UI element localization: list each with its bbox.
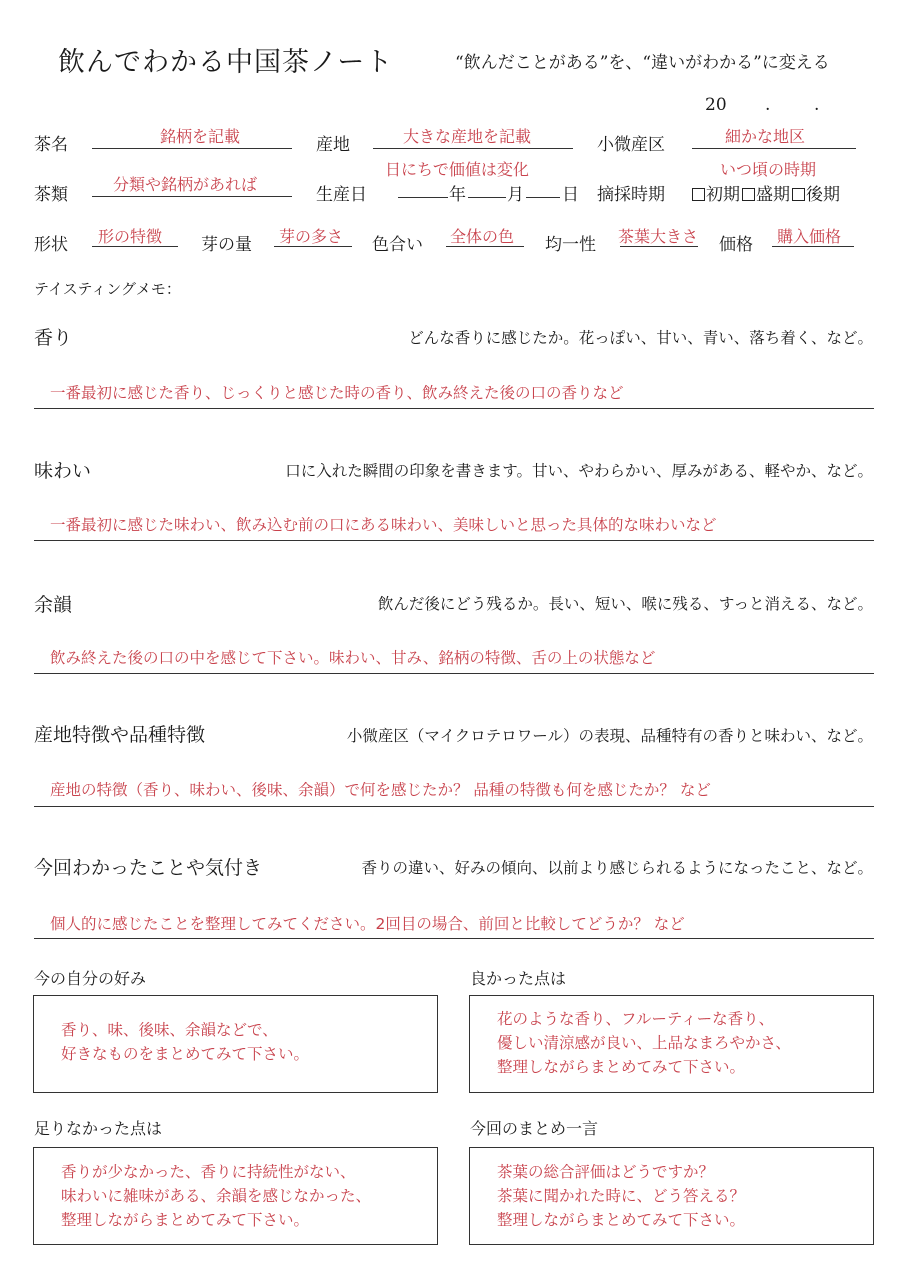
good-points-box[interactable] [469, 995, 874, 1093]
origin-hint: 大きな産地を記載 [403, 127, 532, 146]
harvest-peak-checkbox[interactable] [742, 188, 755, 201]
section-title: 産地特徴や品種特徴 [34, 724, 206, 746]
tea-type-hint: 分類や銘柄があれば [113, 175, 258, 194]
section-hint: 飲み終えた後の口の中を感じて下さい。味わい、甘み、銘柄の特徴、舌の上の状態など [50, 649, 656, 667]
uniformity-field[interactable] [620, 246, 698, 247]
harvest-late-label: 後期 [806, 185, 840, 205]
section-answer-line[interactable] [34, 673, 874, 674]
tea-name-hint: 銘柄を記載 [160, 127, 241, 146]
section-title: 味わい [34, 460, 92, 482]
buds-field[interactable] [274, 246, 352, 247]
price-label: 価格 [719, 235, 753, 255]
section-title: 香り [34, 327, 73, 349]
section-answer-line[interactable] [34, 408, 874, 409]
tea-name-field[interactable] [92, 148, 292, 149]
buds-hint: 芽の多さ [279, 227, 344, 246]
preference-box[interactable] [33, 995, 438, 1093]
section-title: 余韻 [34, 594, 73, 616]
date-dot: . [765, 95, 771, 115]
page-subtitle: “飲んだことがある”を、“違いがわかる”に変える [455, 53, 830, 73]
section-answer-line[interactable] [34, 806, 874, 807]
production-date-label: 生産日 [316, 185, 367, 205]
box-title-summary: 今回のまとめ一言 [470, 1119, 599, 1138]
section-answer-line[interactable] [34, 938, 874, 939]
box-hint: 優しい清涼感が良い、上品なまろやかさ、 [497, 1034, 791, 1052]
origin-field[interactable] [373, 148, 573, 149]
day-label: 日 [562, 185, 579, 205]
section-description: 口に入れた瞬間の印象を書きます。甘い、やわらかい、厚みがある、軽やか、など。 [285, 462, 873, 480]
box-title-lacking-points: 足りなかった点は [34, 1119, 163, 1138]
box-hint: 整理しながらまとめてみて下さい。 [497, 1058, 746, 1076]
month-label: 月 [507, 185, 524, 205]
box-hint: 茶葉に聞かれた時に、どう答える？ [497, 1187, 746, 1205]
box-hint: 香りが少なかった、香りに持続性がない、 [61, 1163, 356, 1181]
micro-region-hint: 細かな地区 [725, 127, 806, 146]
box-hint: 茶葉の総合評価はどうですか？ [497, 1163, 715, 1181]
year-label: 年 [449, 185, 466, 205]
color-label: 色合い [372, 235, 423, 255]
tea-name-label: 茶名 [34, 135, 68, 155]
color-hint: 全体の色 [450, 227, 515, 246]
production-month-field[interactable] [468, 197, 506, 198]
lacking-points-box[interactable] [33, 1147, 438, 1245]
micro-region-label: 小微産区 [597, 135, 665, 155]
price-hint: 購入価格 [777, 227, 842, 246]
section-title: 今回わかったことや気付き [34, 857, 263, 879]
buds-label: 芽の量 [201, 235, 252, 255]
section-hint: 一番最初に感じた香り、じっくりと感じた時の香り、飲み終えた後の口の香りなど [50, 384, 624, 402]
tea-type-label: 茶類 [34, 185, 68, 205]
harvest-hint: いつ頃の時期 [720, 160, 817, 179]
box-hint: 整理しながらまとめてみて下さい。 [497, 1211, 746, 1229]
origin-label: 産地 [316, 135, 350, 155]
shape-hint: 形の特徴 [98, 227, 163, 246]
section-hint: 個人的に感じたことを整理してみてください。2回目の場合、前回と比較してどうか？ など [50, 915, 685, 933]
section-hint: 産地の特徴（香り、味わい、後味、余韻）で何を感じたか？ 品種の特徴も何を感じたか？ など [50, 781, 711, 799]
shape-label: 形状 [34, 235, 68, 255]
tea-type-field[interactable] [92, 196, 292, 197]
date-prefix: 20 [705, 95, 727, 115]
harvest-label: 摘採時期 [597, 185, 665, 205]
harvest-early-label: 初期 [706, 185, 740, 205]
summary-box[interactable] [469, 1147, 874, 1245]
harvest-early-checkbox[interactable] [692, 188, 705, 201]
price-field[interactable] [772, 246, 854, 247]
uniformity-hint: 茶葉大きさ [618, 227, 699, 246]
micro-region-field[interactable] [692, 148, 856, 149]
box-hint: 味わいに雑味がある、余韻を感じなかった、 [61, 1187, 372, 1205]
section-description: 飲んだ後にどう残るか。長い、短い、喉に残る、すっと消える、など。 [377, 595, 873, 613]
box-hint: 花のような香り、フルーティーな香り、 [497, 1010, 775, 1028]
harvest-peak-label: 盛期 [756, 185, 790, 205]
box-title-good-points: 良かった点は [470, 969, 567, 988]
box-hint: 好きなものをまとめてみて下さい。 [61, 1045, 310, 1063]
color-field[interactable] [446, 246, 524, 247]
section-answer-line[interactable] [34, 540, 874, 541]
harvest-options [690, 180, 840, 205]
shape-field[interactable] [92, 246, 178, 247]
section-description: どんな香りに感じたか。花っぽい、甘い、青い、落ち着く、など。 [408, 329, 873, 347]
section-description: 香りの違い、好みの傾向、以前より感じられるようになったこと、など。 [361, 859, 873, 877]
box-title-preference: 今の自分の好み [34, 969, 147, 988]
production-date-hint: 日にちで価値は変化 [385, 160, 529, 179]
section-hint: 一番最初に感じた味わい、飲み込む前の口にある味わい、美味しいと思った具体的な味わいなど [50, 516, 717, 534]
box-hint: 整理しながらまとめてみて下さい。 [61, 1211, 310, 1229]
harvest-late-checkbox[interactable] [792, 188, 805, 201]
box-hint: 香り、味、後味、余韻などで、 [61, 1021, 278, 1039]
section-description: 小微産区（マイクロテロワール）の表現、品種特有の香りと味わい、など。 [346, 727, 873, 745]
tasting-memo-label: テイスティングメモ： [34, 280, 181, 298]
uniformity-label: 均一性 [545, 235, 596, 255]
production-day-field[interactable] [526, 197, 560, 198]
date-dot: . [814, 95, 820, 115]
production-year-field[interactable] [398, 197, 448, 198]
page-title: 飲んでわかる中国茶ノート [58, 47, 394, 78]
